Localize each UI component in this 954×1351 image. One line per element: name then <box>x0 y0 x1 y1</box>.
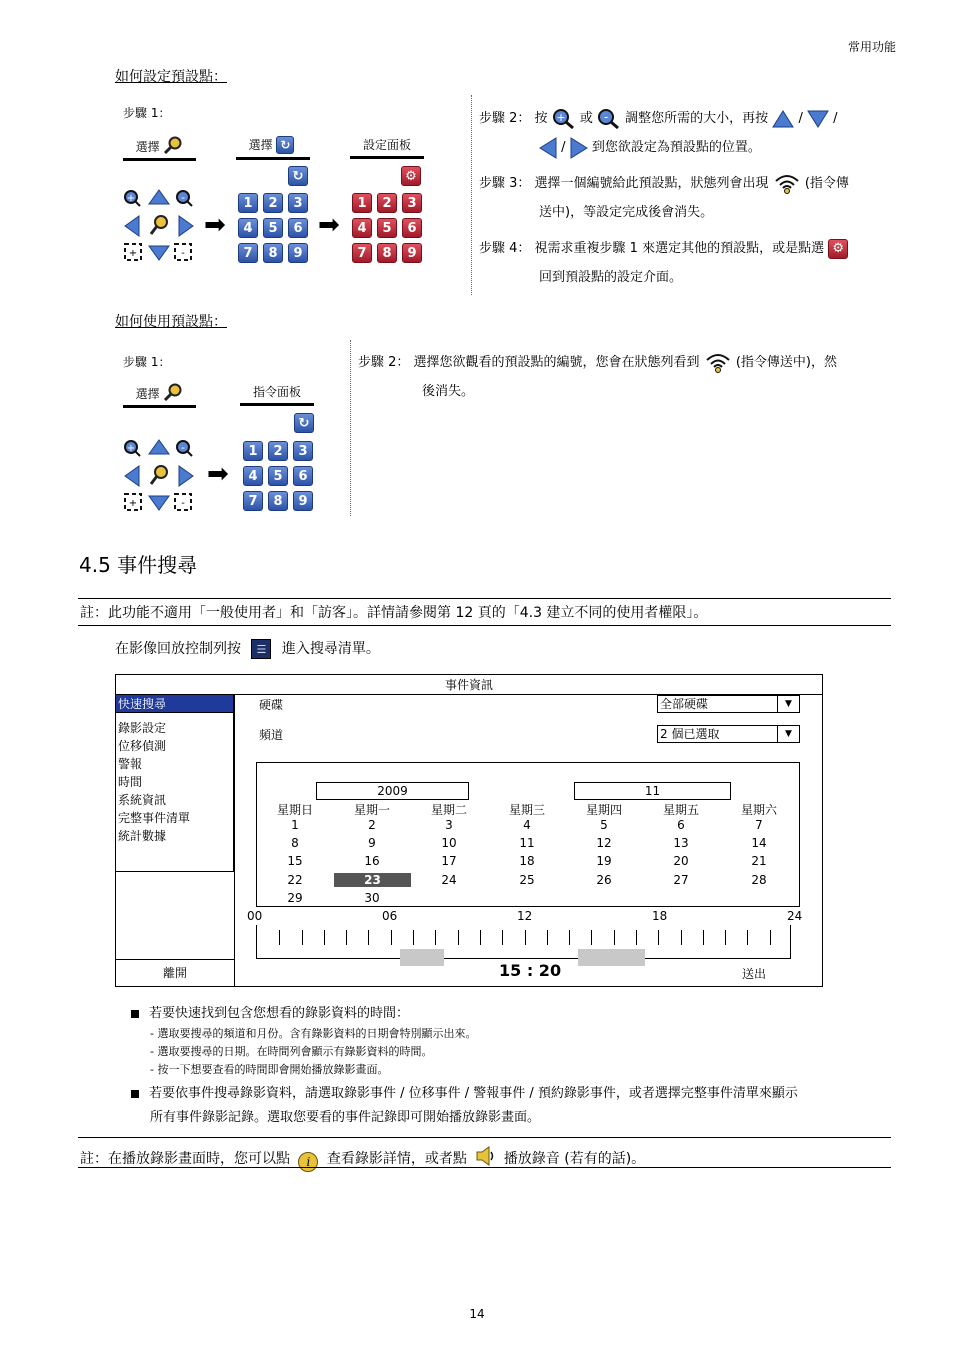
arrow-right-icon: ➡ <box>207 459 229 489</box>
note-rule-bottom <box>78 625 891 626</box>
calendar-day[interactable]: 15 <box>287 854 303 868</box>
menu-item[interactable]: 系統資訊 <box>118 793 167 807</box>
timeline-bar[interactable] <box>247 907 807 963</box>
preset-key-9: 9 <box>293 491 313 511</box>
hour-label: 24 <box>787 909 803 923</box>
calendar-day[interactable]: 30 <box>364 891 380 905</box>
chevron-down-icon[interactable]: ▼ <box>777 725 799 743</box>
up-arrow-icon <box>772 110 794 128</box>
menu-item[interactable]: 警報 <box>118 757 143 771</box>
preset-key-9: 9 <box>402 243 422 263</box>
preset-key-3: 3 <box>293 441 313 461</box>
recorded-segment[interactable] <box>578 949 645 966</box>
svg-text:+: + <box>126 443 136 454</box>
arrow-right-icon: ➡ <box>204 210 226 240</box>
column-divider <box>350 340 351 516</box>
hour-tick <box>591 930 592 945</box>
hour-label: 06 <box>382 909 398 923</box>
set-step3 <box>479 169 899 198</box>
svg-text:-: - <box>181 441 185 454</box>
calendar-day[interactable]: 5 <box>600 818 608 832</box>
footer-text-c: 播放錄音 (若有的話)。 <box>503 1151 646 1167</box>
set-step1-label: 步驟 1： <box>123 106 171 120</box>
hour-tick <box>502 930 503 945</box>
select-label-text: 選擇 <box>135 140 160 154</box>
hour-tick <box>525 930 526 945</box>
hour-label: 00 <box>247 909 263 923</box>
dash-item-3: - 按一下想要查看的時間即會開始播放錄影畫面。 <box>150 1063 389 1076</box>
calendar-day[interactable]: 11 <box>519 836 535 850</box>
step2-slash-3: / <box>561 140 566 155</box>
gear-icon: ⚙ <box>828 239 848 259</box>
arrow-right-icon: ➡ <box>318 210 340 240</box>
bullet-quick-search <box>131 1002 409 1021</box>
footer-rule-bottom <box>78 1167 891 1168</box>
hour-tick <box>279 930 280 945</box>
month-field[interactable]: 11 <box>574 782 731 800</box>
use-step2-text-b: (指令傳送中)，然 <box>735 355 837 370</box>
setup-panel-label: 設定面板 <box>350 136 424 159</box>
running-header: 常用功能 <box>847 40 896 54</box>
note-rule-top <box>78 598 891 599</box>
weekday-header: 星期二 <box>430 803 467 817</box>
event-panel-title: 事件資訊 <box>116 675 822 695</box>
calendar-day[interactable]: 22 <box>287 873 303 887</box>
weekday-header: 星期日 <box>276 803 313 817</box>
refresh-key <box>294 413 317 433</box>
event-info-panel <box>115 674 823 987</box>
refresh-key <box>288 166 311 186</box>
calendar-day[interactable]: 17 <box>441 854 457 868</box>
channel-select-value: 2 個已選取 <box>660 727 720 741</box>
preset-key-6: 6 <box>288 218 308 238</box>
event-menu <box>116 695 234 872</box>
step2-text-b: 或 <box>579 111 593 126</box>
zoom-in-icon <box>552 108 576 130</box>
right-arrow-icon <box>570 137 588 159</box>
set-preset-title: 如何設定預設點： <box>115 69 227 85</box>
set-step4 <box>479 234 899 263</box>
svg-text:-: - <box>603 109 609 124</box>
preset-key-5: 5 <box>268 466 288 486</box>
hdd-select[interactable] <box>657 695 800 713</box>
section-heading: 4.5 事件搜尋 <box>79 553 198 577</box>
calendar-day[interactable]: 18 <box>519 854 535 868</box>
use-step2-cont: 後消失。 <box>422 384 475 399</box>
use-select-label <box>123 383 196 408</box>
ptz-controls-graphic <box>123 438 195 514</box>
zoom-out-icon <box>597 108 621 130</box>
enter-text-a: 在影像回放控制列按 <box>115 641 241 657</box>
svg-text:-: - <box>181 248 185 259</box>
recorded-segment[interactable] <box>400 949 445 966</box>
calendar-day[interactable]: 25 <box>519 873 535 887</box>
calendar-day[interactable]: 10 <box>441 836 457 850</box>
refresh-icon: ↻ <box>288 166 308 186</box>
use-select-label-text: 選擇 <box>135 387 160 401</box>
preset-key-7: 7 <box>238 243 258 263</box>
ptz-control-pad <box>123 188 195 264</box>
signal-icon <box>773 173 801 195</box>
hour-tick <box>346 930 347 945</box>
hour-tick <box>569 930 570 945</box>
use-step1-label: 步驟 1： <box>123 355 171 369</box>
hour-tick <box>547 930 548 945</box>
step2-text-a: 按 <box>534 111 548 126</box>
svg-text:+: + <box>556 110 566 124</box>
speaker-icon <box>475 1145 495 1167</box>
magnifier-icon <box>163 136 183 154</box>
calendar-day[interactable]: 27 <box>673 873 689 887</box>
enter-instruction <box>115 638 380 659</box>
calendar-day[interactable]: 13 <box>673 836 689 850</box>
svg-text:+: + <box>126 193 136 204</box>
menu-item[interactable]: 快速搜尋 <box>116 695 233 713</box>
hour-tick <box>480 930 481 945</box>
bullet-text-2a: 若要依事件搜尋錄影資料，請選取錄影事件 / 位移事件 / 警報事件 / 預約錄影事件，或者選擇完整事件清單來顯示 <box>149 1086 798 1101</box>
exit-button[interactable]: 離開 <box>116 959 234 986</box>
use-preset-title: 如何使用預設點： <box>115 314 227 330</box>
chevron-down-icon[interactable]: ▼ <box>777 695 799 713</box>
step2-text-g: 到您欲設定為預設點的位置。 <box>591 140 761 155</box>
menu-item[interactable]: 錄影設定 <box>118 721 167 735</box>
calendar-day[interactable]: 21 <box>751 854 767 868</box>
submit-button[interactable]: 送出 <box>742 967 767 981</box>
preset-key-9: 9 <box>288 243 308 263</box>
signal-icon <box>704 352 732 374</box>
hour-tick <box>681 930 682 945</box>
down-arrow-icon <box>807 110 829 128</box>
preset-key-4: 4 <box>352 218 372 238</box>
hour-label: 18 <box>652 909 668 923</box>
hour-tick <box>636 930 637 945</box>
preset-key-5: 5 <box>377 218 397 238</box>
menu-item[interactable]: 位移偵測 <box>118 739 167 753</box>
calendar-day[interactable]: 19 <box>596 854 612 868</box>
hour-tick <box>703 930 704 945</box>
calendar <box>256 762 800 907</box>
step3-text-a: 選擇一個編號給此預設點，狀態列會出現 <box>534 176 769 191</box>
set-step2 <box>479 104 899 133</box>
time-readout: 15 : 20 <box>499 961 562 980</box>
hour-tick <box>458 930 459 945</box>
command-panel-label: 指令面板 <box>240 383 314 406</box>
ptz-control-pad <box>123 438 195 514</box>
calendar-day[interactable]: 3 <box>445 818 453 832</box>
preset-key-8: 8 <box>268 491 288 511</box>
svg-text:-: - <box>181 191 185 204</box>
channel-label: 頻道 <box>259 728 284 742</box>
speaker-graphic <box>475 1145 495 1167</box>
menu-item[interactable]: 統計數據 <box>118 829 167 843</box>
search-list-icon: ☰ <box>251 639 271 659</box>
enter-text-b: 進入搜尋清單。 <box>281 641 380 657</box>
svg-text:+: + <box>128 248 138 259</box>
calendar-day[interactable]: 24 <box>441 873 457 887</box>
weekday-header: 星期六 <box>740 803 777 817</box>
preset-key-1: 1 <box>238 193 258 213</box>
preset-key-5: 5 <box>263 218 283 238</box>
magnifier-icon <box>163 383 183 401</box>
calendar-day[interactable]: 20 <box>673 854 689 868</box>
weekday-header: 星期三 <box>508 803 545 817</box>
calendar-day[interactable]: 23 <box>334 873 411 887</box>
preset-key-2: 2 <box>377 193 397 213</box>
calendar-day[interactable]: 9 <box>368 836 376 850</box>
step3-label: 步驟 3： <box>479 176 531 191</box>
step2-text-c: 調整您所需的大小，再按 <box>625 111 769 126</box>
hour-tick <box>413 930 414 945</box>
calendar-day[interactable]: 14 <box>751 836 767 850</box>
select-label <box>123 136 196 161</box>
hour-tick <box>614 930 615 945</box>
preset-key-8: 8 <box>263 243 283 263</box>
calendar-day[interactable]: 4 <box>523 818 531 832</box>
calendar-day[interactable]: 8 <box>291 836 299 850</box>
bullet-square-icon <box>131 1090 139 1098</box>
bullet-event-search <box>131 1082 891 1101</box>
menu-divider <box>234 695 235 986</box>
calendar-day[interactable]: 29 <box>287 891 303 905</box>
use-step2-label: 步驟 2： <box>358 355 410 370</box>
set-step2-cont <box>539 133 899 162</box>
step4-text-a: 視需求重複步驟 1 來選定其他的預設點，或是點選 <box>534 241 825 256</box>
use-step2 <box>358 348 898 377</box>
hdd-label: 硬碟 <box>259 698 284 712</box>
calendar-day[interactable]: 1 <box>291 818 299 832</box>
preset-key-2: 2 <box>268 441 288 461</box>
column-divider <box>471 95 472 295</box>
weekday-header: 星期五 <box>662 803 699 817</box>
menu-item[interactable]: 完整事件清單 <box>118 811 191 825</box>
calendar-day[interactable]: 7 <box>755 818 763 832</box>
step2-slash-1: / <box>798 111 803 126</box>
preset-key-3: 3 <box>402 193 422 213</box>
hour-tick <box>368 930 369 945</box>
timeline-frame[interactable] <box>256 925 791 959</box>
select-label-2 <box>236 136 310 160</box>
menu-item[interactable]: 時間 <box>118 775 143 789</box>
footer-text-b: 查看錄影詳情，或者點 <box>326 1151 467 1167</box>
preset-key-6: 6 <box>402 218 422 238</box>
bullet-text-1: 若要快速找到包含您想看的錄影資料的時間： <box>149 1006 410 1021</box>
hour-tick <box>391 930 392 945</box>
step4-label: 步驟 4： <box>479 241 531 256</box>
preset-key-4: 4 <box>243 466 263 486</box>
page-number: 14 <box>469 1307 485 1321</box>
preset-key-4: 4 <box>238 218 258 238</box>
hour-tick <box>747 930 748 945</box>
footer-rule-top <box>78 1137 891 1138</box>
bullet-text-2b: 所有事件錄影記錄。選取您要看的事件記錄即可開始播放錄影畫面。 <box>150 1110 541 1125</box>
left-arrow-icon <box>539 137 557 159</box>
weekday-header: 星期四 <box>585 803 622 817</box>
svg-text:+: + <box>128 498 138 509</box>
calendar-day[interactable]: 28 <box>751 873 767 887</box>
section-note: 註：此功能不適用「一般使用者」和「訪客」。詳情請參閱第 12 頁的「4.3 建立不同的使用者權限」。 <box>80 605 708 621</box>
set-step4-cont: 回到預設點的設定介面。 <box>539 270 683 285</box>
preset-key-3: 3 <box>288 193 308 213</box>
calendar-day[interactable]: 26 <box>596 873 612 887</box>
year-field[interactable]: 2009 <box>316 782 469 800</box>
preset-key-1: 1 <box>352 193 372 213</box>
preset-key-2: 2 <box>263 193 283 213</box>
step3-text-b: (指令傳 <box>804 176 849 191</box>
gear-icon: ⚙ <box>401 166 421 186</box>
preset-key-7: 7 <box>352 243 372 263</box>
hour-tick <box>658 930 659 945</box>
step2-label: 步驟 2： <box>479 111 531 126</box>
hour-tick <box>770 930 771 945</box>
select-label-2-text: 選擇 <box>248 138 273 152</box>
weekday-header: 星期一 <box>353 803 390 817</box>
preset-key-7: 7 <box>243 491 263 511</box>
calendar-day[interactable]: 2 <box>368 818 376 832</box>
preset-key-6: 6 <box>293 466 313 486</box>
svg-text:-: - <box>181 498 185 509</box>
calendar-day[interactable]: 12 <box>596 836 612 850</box>
dash-item-1: - 選取要搜尋的頻道和月份。含有錄影資料的日期會特別顯示出來。 <box>150 1027 477 1040</box>
use-step2-text-a: 選擇您欲觀看的預設點的編號，您會在狀態列看到 <box>413 355 700 370</box>
bullet-square-icon <box>131 1010 139 1018</box>
calendar-day[interactable]: 16 <box>364 854 380 868</box>
channel-select[interactable] <box>657 725 800 743</box>
refresh-icon: ↻ <box>276 136 294 154</box>
footer-text-a: 註：在播放錄影畫面時，您可以點 <box>80 1151 290 1167</box>
hour-tick <box>302 930 303 945</box>
info-icon: i <box>298 1152 318 1172</box>
calendar-day[interactable]: 6 <box>677 818 685 832</box>
preset-key-8: 8 <box>377 243 397 263</box>
step2-slash-2: / <box>833 111 838 126</box>
refresh-icon: ↻ <box>294 413 314 433</box>
hour-label: 12 <box>517 909 533 923</box>
ptz-controls-graphic <box>123 188 195 264</box>
hour-tick <box>324 930 325 945</box>
hour-tick <box>435 930 436 945</box>
gear-key <box>401 166 424 186</box>
set-step3-cont: 送中)，等設定完成後會消失。 <box>539 205 714 220</box>
preset-key-1: 1 <box>243 441 263 461</box>
hour-tick <box>725 930 726 945</box>
hdd-select-value: 全部硬碟 <box>660 697 709 711</box>
dash-item-2: - 選取要搜尋的日期。在時間列會顯示有錄影資料的時間。 <box>150 1045 433 1058</box>
